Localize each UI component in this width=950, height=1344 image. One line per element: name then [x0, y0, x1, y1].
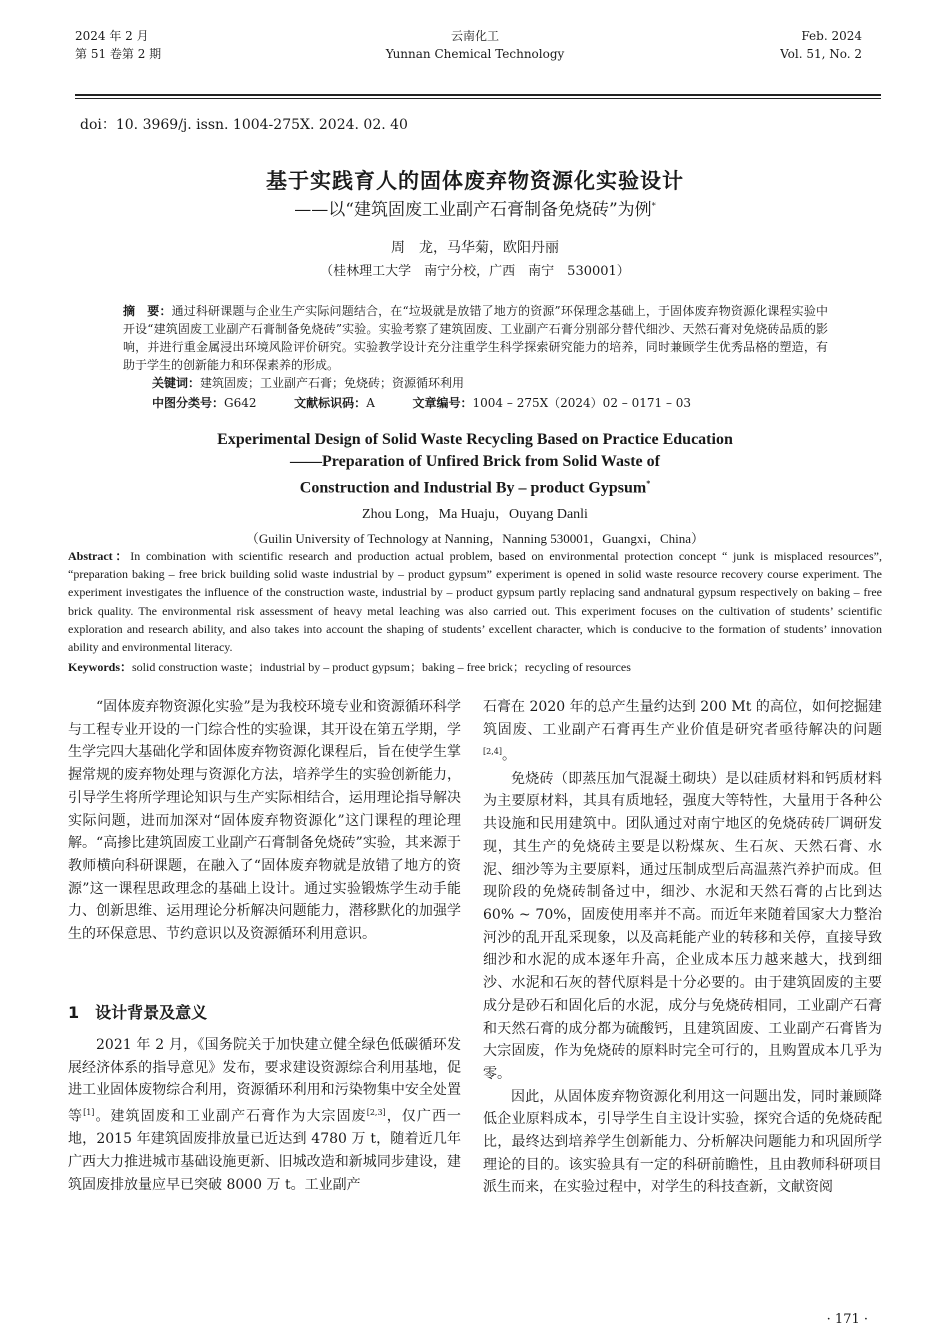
- doc-code-label: 文献标识码：: [294, 396, 367, 410]
- doi: doi：10. 3969/j. issn. 1004-275X. 2024. 02. 40: [80, 117, 408, 133]
- body-column-left-top: [68, 696, 461, 946]
- affiliation: （桂林理工大学 南宁分校，广西 南宁 530001）: [320, 264, 630, 279]
- english-abstract-label: Abstract：: [68, 549, 131, 563]
- gypsum-text-b: 。: [501, 748, 516, 765]
- intro-paragraph: “固体废弃物资源化实验”是为我校环境专业和资源循环科学与工程专业开设的一门综合性的实验课，其开设在第五学期，学生学完四大基础化学和固体废弃物资源化课程后，旨在使学生掌握常规的废弃物处理与资源化方法，培养学生的实验创新能力，引导学生将所学理论知识与生产实际相结合，运用理论指导解决实际问题，进而加深对“固体废弃物资源化”这门课程的理论理解。“高掺比建筑固废工业副产石膏制备免烧砖”实验，其来源于教师横向科研课题，在融入了“固体废弃物就是放错了地方的资源”这一课程思政理念的基础上设计。通过实验锻炼学生动手能力、创新思维、运用理论分析解决问题能力，潜移默化的加强学生的环保意思、节约意识以及资源循环利用意识。: [68, 699, 461, 943]
- page-number: · 171 ·: [826, 1312, 868, 1327]
- citation-2-4: [2,4]: [483, 747, 502, 757]
- article-no-value: 1004 – 275X（2024）02 – 0171 – 03: [472, 396, 692, 410]
- english-title: [0, 429, 950, 499]
- english-title-line1: Experimental Design of Solid Waste Recycling Based on Practice Education: [217, 431, 733, 448]
- english-title-line3-wrap: [0, 473, 950, 499]
- paper-subtitle: [0, 195, 950, 220]
- header-volume-en: Vol. 51, No. 2: [780, 47, 862, 61]
- background-text-c: ，仅广西一地，2015 年建筑固废排放量已近达到 4780 万 t，随着近几年广西大力推进城市基础设施更新、旧城改造和新城同步建设，建筑固废排放量应早已突破 8000 万 t。工业副产: [68, 1108, 462, 1193]
- abstract-label: 摘 要：: [123, 304, 172, 318]
- header-rule: [75, 94, 881, 96]
- article-no-label: 文章编号：: [412, 396, 473, 410]
- gypsum-paragraph: [483, 696, 882, 768]
- english-abstract-text: In combination with scientific research and production actual problem, based on environmental protection concept “ junk is misplaced resources”, “preparation baking – free brick building solid waste industrial by – product gypsum” experiment is opened in solid waste resource recovery course experiment. The experiment investigates the influence of the construction waste, industrial by – product gypsum partly replacing sand andnatural gypsum respectively on baking – free brick quality. The environmental risk assessment of heavy metal leaching was also carried out. This experiment focuses on the cultivation of students’ scientific exploration and research ability, and also takes into account the shaping of students’ excellent character, which is conducive to the formation of students’ innovation ability and environmental literacy.: [68, 549, 883, 655]
- clc-label: 中图分类号：: [152, 396, 225, 410]
- journal-name-cn: 云南化工: [450, 29, 499, 43]
- english-keywords: [68, 658, 631, 675]
- citation-2-3: [2,3]: [366, 1108, 386, 1118]
- english-keywords-label: Keywords：: [68, 660, 132, 674]
- section-1-heading: 1 设计背景及意义: [68, 1003, 208, 1022]
- header-date-en: Feb. 2024: [801, 29, 862, 43]
- english-keywords-text: solid construction waste；industrial by – product gypsum；baking – free brick；recycling of resources: [132, 660, 631, 674]
- citation-1: [1]: [83, 1108, 95, 1118]
- journal-name-en: Yunnan Chemical Technology: [385, 47, 565, 61]
- english-affiliation: （Guilin University of Technology at Nanning，Nanning 530001，Guangxi，China）: [245, 531, 705, 546]
- keywords-label: 关键词：: [152, 376, 201, 390]
- unfired-brick-paragraph: 免烧砖（即蒸压加气混凝土砌块）是以硅质材料和钙质材料为主要原材料，其具有质地轻，强度大等特性，大量用于各种公共设施和民用建筑中。团队通过对南宁地区的免烧砖砖厂调研发现，其生产的免烧砖主要是以粉煤灰、生石灰、天然石膏、水泥、细沙等为主要原料，通过压制成型后高温蒸汽养护而成。但现阶段的免烧砖制备过中，细沙、水泥和天然石膏的占比到达 60% ~ 70%，固废使用率并不高。而近年来随着国家大力整治河沙的乱开乱采现象，以及高耗能产业的转移和关停，直接导致细沙和水泥的成本逐年升高，企业成本压力越来越大，找到细沙、水泥和石灰的替代原料是十分必要的。由于建筑固废的主要成分是砂石和固化后的水泥，成分与免烧砖相同，工业副产石膏和天然石膏的成分都为硫酸钙，且建筑固废、工业副产石膏皆为大宗固废，作为免烧砖的原料时完全可行的，且购置成本几乎为零。: [483, 770, 882, 1082]
- keywords-cn: [152, 374, 464, 391]
- english-title-footnote-mark: *: [646, 479, 651, 488]
- keywords-text: 建筑固废；工业副产石膏；免烧砖；资源循环利用: [200, 376, 465, 390]
- body-column-left-bottom: [68, 1034, 461, 1197]
- english-authors: Zhou Long，Ma Huaju，Ouyang Danli: [362, 507, 588, 522]
- background-paragraph: [68, 1034, 461, 1197]
- background-text-b: 。建筑固废和工业副产石膏作为大宗固废: [94, 1108, 367, 1125]
- doc-code-value: A: [366, 396, 375, 410]
- header-rule-thin: [75, 98, 881, 99]
- subtitle-text: ——以“建筑固废工业副产石膏制备免烧砖”为例: [294, 200, 652, 220]
- clc-value: G642: [224, 396, 257, 410]
- header-right: [780, 27, 862, 63]
- header-volume-cn: 第 51 卷第 2 期: [75, 47, 162, 61]
- english-title-line3: Construction and Industrial By – product Gypsum: [299, 479, 647, 497]
- conclusion-paragraph: 因此，从固体废弃物资源化利用这一问题出发，同时兼顾降低企业原料成本，引导学生自主设计实验，探究合适的免烧砖配比，最终达到培养学生创新能力、分析解决问题能力和巩固所学理论的目的。该实验具有一定的科研前瞻性，且由教师科研项目派生而来，在实验过程中，对学生的科技查新，文献资阅: [483, 1088, 882, 1196]
- body-column-right: [483, 696, 882, 1199]
- background-text-a: 2021 年 2 月，《国务院关于加快建立健全绿色低碳循环发展经济体系的指导意见》发布，要求建设资源综合利用基地，促进工业固体废物综合利用，资源循环利用和污染物集中安全处置等: [68, 1037, 461, 1125]
- subtitle-footnote-mark: *: [651, 201, 656, 211]
- english-title-line2: ——Preparation of Unfired Brick from Solid Waste of: [290, 453, 660, 470]
- header-date: 2024 年 2 月: [75, 29, 149, 43]
- english-abstract: [68, 547, 882, 656]
- abstract-text: 通过科研课题与企业生产实际问题结合，在“垃圾就是放错了地方的资源”环保理念基础上，于固体废弃物资源化课程实验中开设“建筑固废工业副产石膏制备免烧砖”实验。实验考察了建筑固废、工业副产石膏分别部分替代细沙、天然石膏对免烧砖品质的影响，并进行重金属浸出环境风险评价研究。实验教学设计充分注重学生科学探索研究能力的培养，同时兼顾学生优秀品格的塑造，有助于学生的创新能力和环保素养的形成。: [123, 304, 828, 372]
- abstract-cn: [123, 302, 828, 374]
- classification-line: [152, 394, 691, 411]
- gypsum-text-a: 石膏在 2020 年的总产生量约达到 200 Mt 的高位，如何挖掘建筑固废、工业副产石膏再生产业价值是研究者亟待解决的问题: [483, 699, 882, 738]
- paper-title: 基于实践育人的固体废弃物资源化实验设计: [266, 169, 684, 193]
- authors: 周 龙，马华菊，欧阳丹丽: [391, 240, 559, 256]
